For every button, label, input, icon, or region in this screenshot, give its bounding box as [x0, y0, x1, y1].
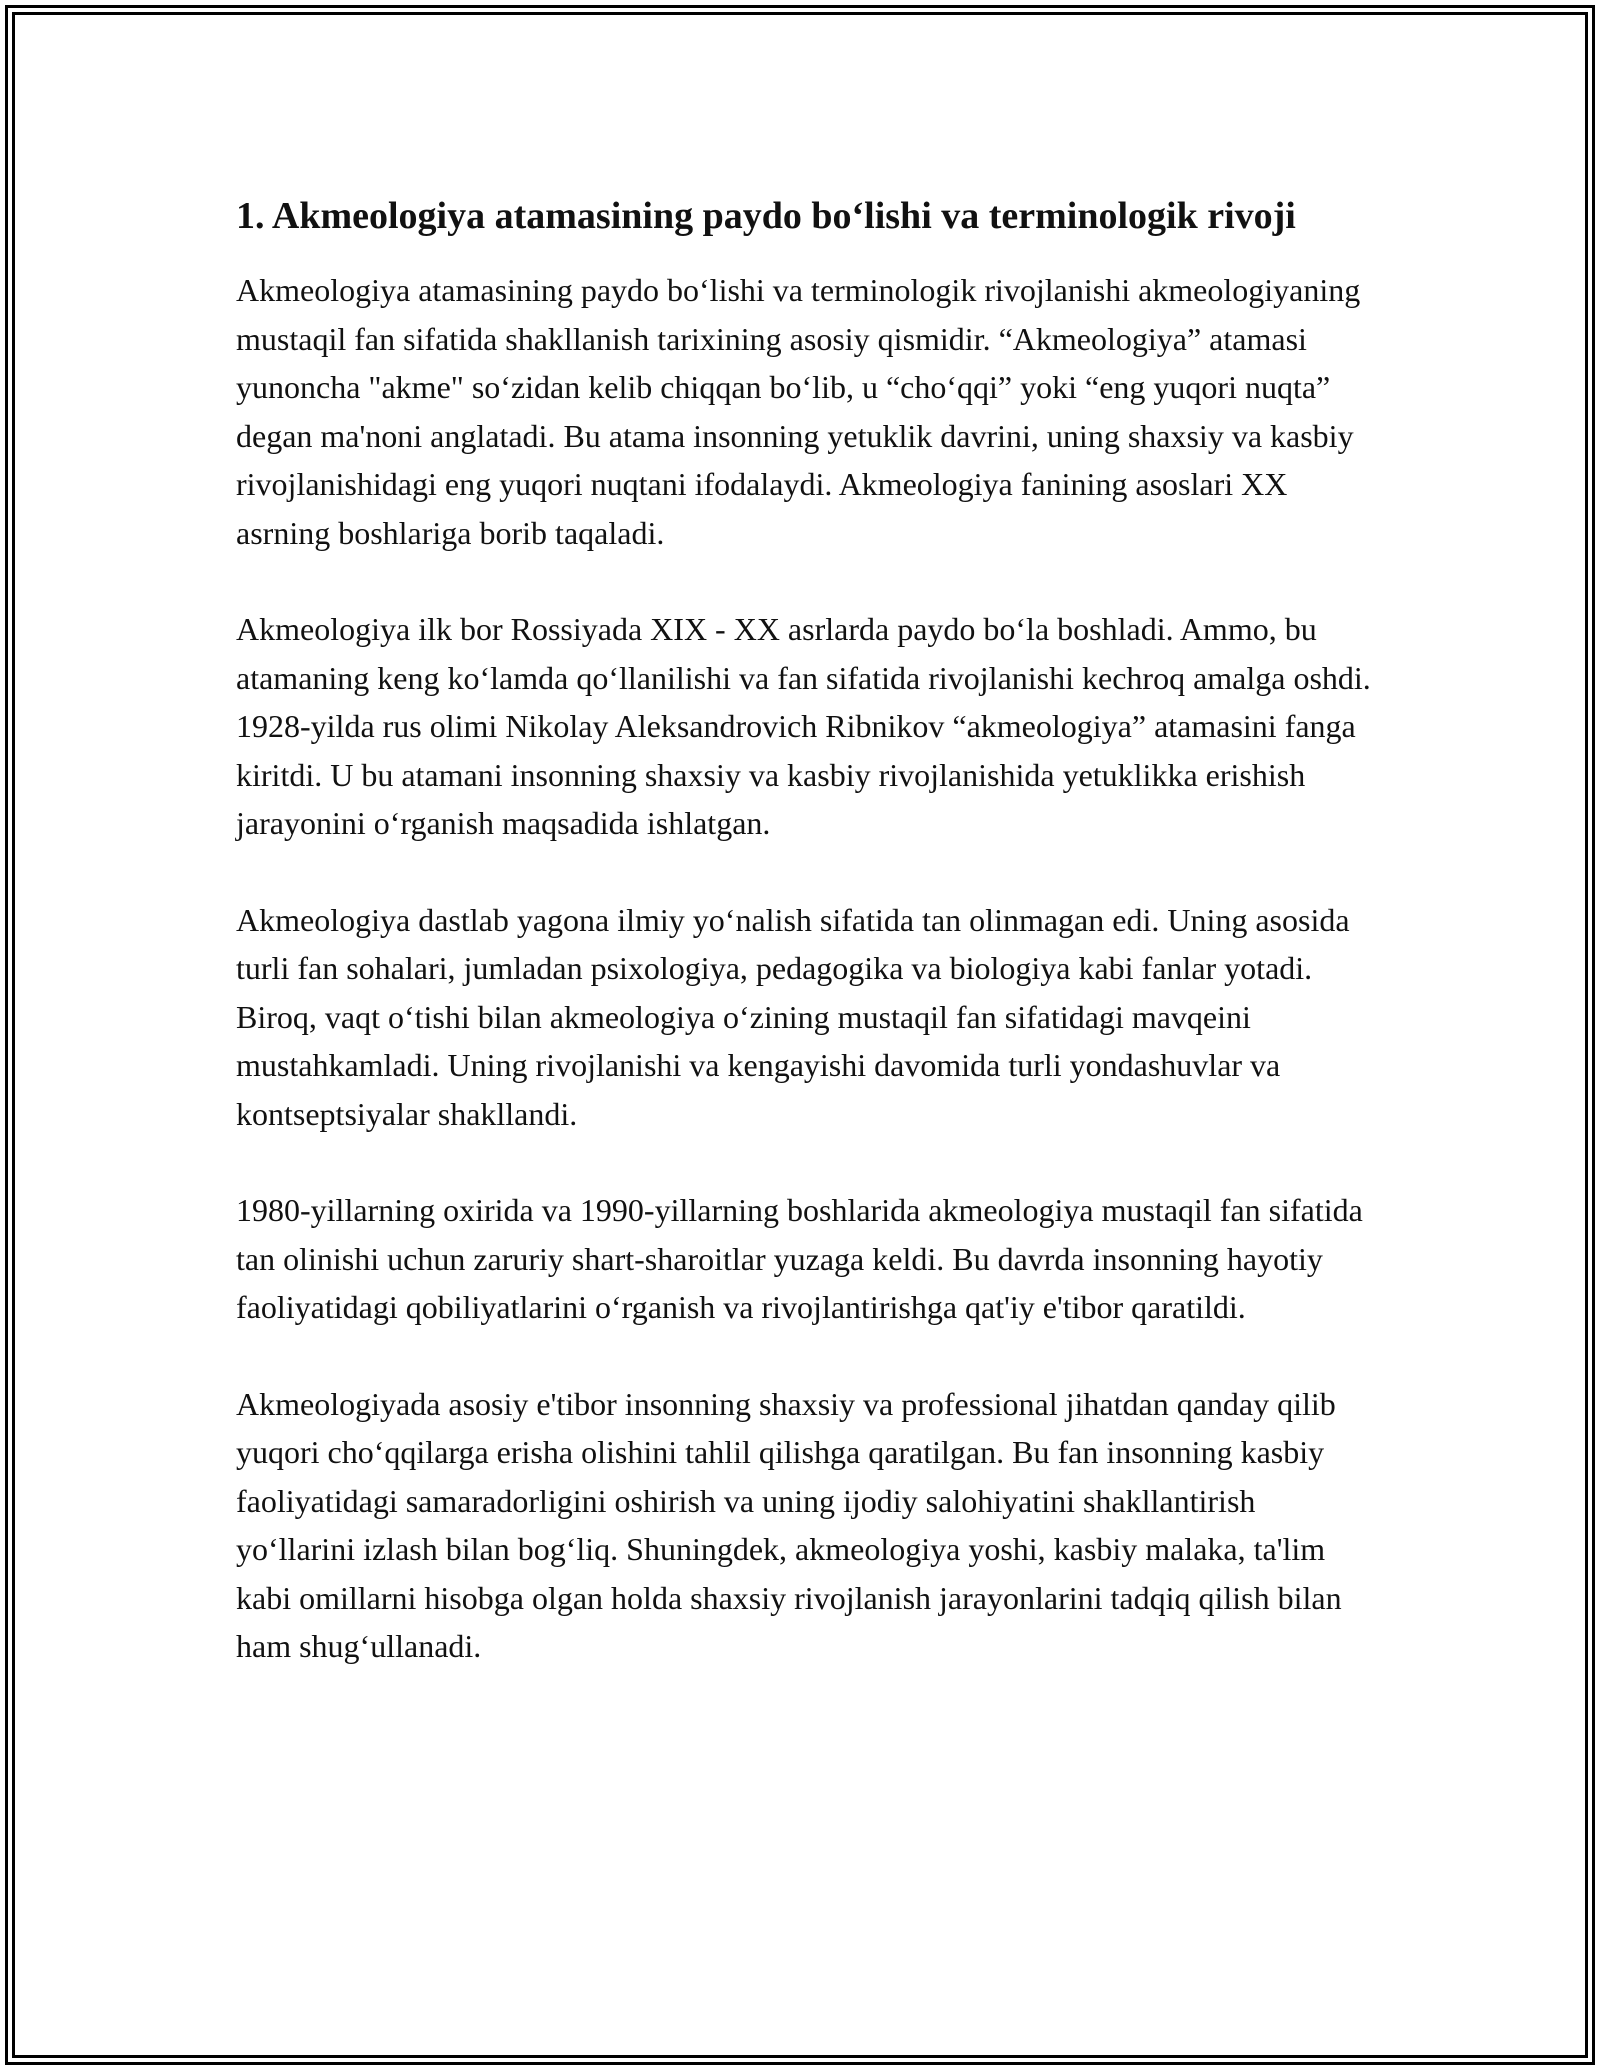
- paragraph-3: Akmeologiya dastlab yagona ilmiy yo‘nalish sifatida tan olinmagan edi. Uning asosida turli fan sohalari, jumladan psixologiya, pedagogika va biologiya kabi fanlar yotadi. Biroq, vaqt o‘tishi bilan akmeologiya o‘zining mustaqil fan sifatidagi mavqeini mustahkamladi. Uning rivojlanishi va kengayishi davomida turli yondashuvlar va kontseptsiyalar shakllandi.: [236, 901, 1350, 1132]
- paragraph-1: Akmeologiya atamasining paydo bo‘lishi va terminologik rivojlanishi akmeologiyaning mustaqil fan sifatida shakllanish tarixining asosiy qismidir. “Akmeologiya” atamasi yunoncha "akme" so‘zidan kelib chiqqan bo‘lib, u “cho‘qqi” yoki “eng yuqori nuqta” degan ma'noni anglatadi. Bu atama insonning yetuklik davrini, uning shaxsiy va kasbiy rivojlanishidagi eng yuqori nuqtani ifodalaydi. Akmeologiya fanining asoslari XX asrning boshlariga borib taqaladi.: [236, 272, 1361, 551]
- paragraph-4: 1980-yillarning oxirida va 1990-yillarning boshlarida akmeologiya mustaqil fan sifatida tan olinishi uchun zaruriy shart-sharoitlar yuzaga keldi. Bu davrda insonning hayotiy faoliyatidagi qobiliyatlarini o‘rganish va rivojlantirishga qat'iy e'tibor qaratildi.: [236, 1192, 1363, 1325]
- document-body: [236, 188, 1376, 1719]
- section-heading: 1. Akmeologiya atamasining paydo bo‘lishi va terminologik rivoji: [236, 195, 1296, 237]
- paragraph-2: Akmeologiya ilk bor Rossiyada XIX - XX asrlarda paydo bo‘la boshladi. Ammo, bu atamaning keng ko‘lamda qo‘llanilishi va fan sifatida rivojlanishi kechroq amalga oshdi. 1928-yilda rus olimi Nikolay Aleksandrovich Ribnikov “akmeologiya” atamasini fanga kiritdi. U bu atamani insonning shaxsiy va kasbiy rivojlanishida yetuklikka erishish jarayonini o‘rganish maqsadida ishlatgan.: [236, 611, 1371, 841]
- paragraph-5: Akmeologiyada asosiy e'tibor insonning shaxsiy va professional jihatdan qanday qilib yuqori cho‘qqilarga erisha olishini tahlil qilishga qaratilgan. Bu fan insonning kasbiy faoliyatidagi samaradorligini oshirish va uning ijodiy salohiyatini shakllantirish yo‘llarini izlash bilan bog‘liq. Shuningdek, akmeologiya yoshi, kasbiy malaka, ta'lim kabi omillarni hisobga olgan holda shaxsiy rivojlanish jarayonlarini tadqiq qilish bilan ham shug‘ullanadi.: [236, 1385, 1342, 1664]
